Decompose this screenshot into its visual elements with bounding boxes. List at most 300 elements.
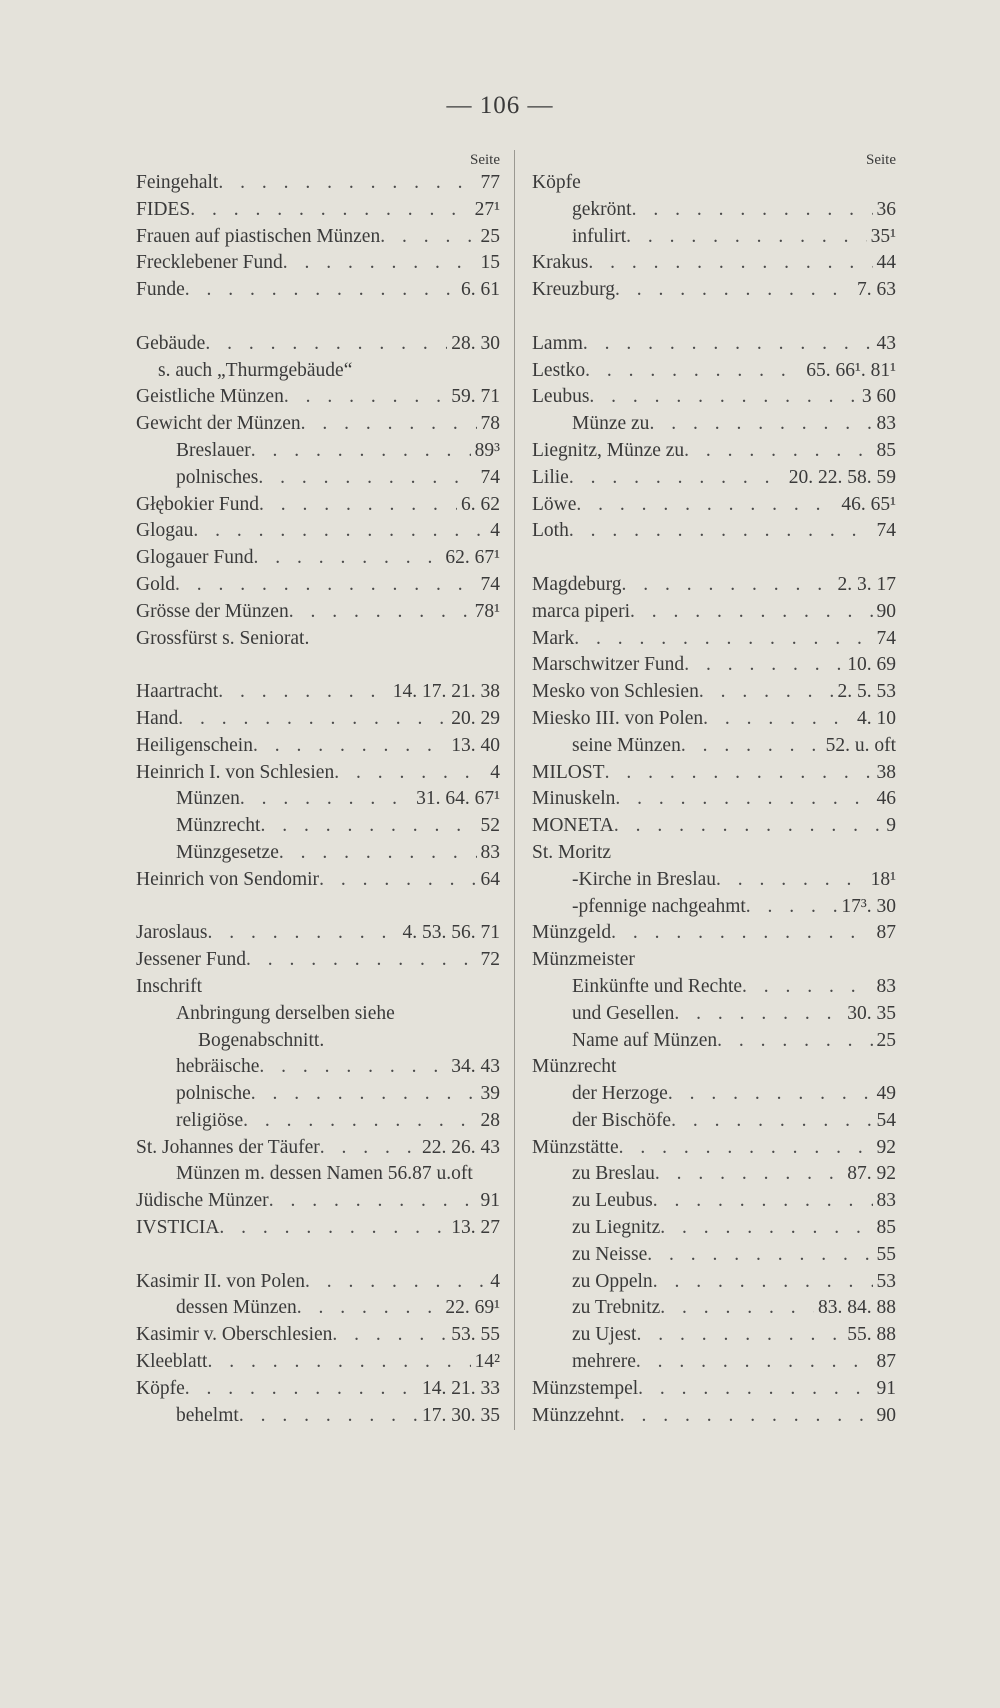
- index-entry: [136, 545, 500, 572]
- entry-page-ref: 6. 61: [461, 279, 500, 301]
- index-entry: [532, 1322, 896, 1349]
- dot-leader: [178, 706, 447, 733]
- index-entry: [532, 224, 896, 251]
- index-entry: [532, 518, 896, 545]
- entry-label: mehrere: [572, 1351, 636, 1373]
- entry-page-ref: 83: [876, 975, 896, 997]
- index-entry: [136, 1054, 500, 1081]
- index-entry: [136, 1081, 500, 1108]
- index-entry: [136, 1349, 500, 1376]
- index-entry: [532, 786, 896, 813]
- entry-label: -Kirche in Breslau: [572, 868, 717, 890]
- entry-label: marca piperi: [532, 600, 630, 622]
- index-entry: [136, 518, 500, 545]
- entry-label: St. Moritz: [532, 841, 612, 863]
- index-entry: [136, 224, 500, 251]
- entry-label: Münzen m. dessen Namen 56.87 u.oft: [176, 1163, 473, 1185]
- index-column-left: [136, 150, 500, 1429]
- dot-leader: [380, 224, 476, 251]
- entry-page-ref: 55: [876, 1243, 896, 1265]
- entry-page-ref: 17³. 30: [841, 895, 896, 917]
- index-entry: [532, 1215, 896, 1242]
- index-spacer: [136, 304, 500, 331]
- index-entry: [532, 760, 896, 787]
- entry-page-ref: 74: [876, 627, 896, 649]
- entry-page-ref: 91: [876, 1377, 896, 1399]
- index-entry: [532, 331, 896, 358]
- entry-page-ref: 39: [480, 1083, 500, 1105]
- entry-label: gekrönt: [572, 198, 632, 220]
- column-header-seite: Seite: [866, 152, 896, 168]
- entry-page-ref: 20. 29: [451, 707, 500, 729]
- index-spacer: [532, 545, 896, 572]
- entry-page-ref: 9: [886, 815, 896, 837]
- dot-leader: [260, 813, 476, 840]
- entry-page-ref: 91: [480, 1190, 500, 1212]
- index-entry: [136, 1108, 500, 1135]
- entry-label: Mark: [532, 627, 575, 649]
- dot-leader: [185, 277, 457, 304]
- entry-label: Loth: [532, 520, 569, 542]
- index-entry: [532, 1295, 896, 1322]
- dot-leader: [240, 786, 412, 813]
- entry-page-ref: 74: [480, 466, 500, 488]
- index-entry: [532, 197, 896, 224]
- index-entry: [532, 1349, 896, 1376]
- entry-label: Kreuzburg: [532, 279, 616, 301]
- entry-page-ref: 14²: [474, 1351, 500, 1373]
- index-entry: [532, 706, 896, 733]
- index-entry: [532, 813, 896, 840]
- entry-label: Marschwitzer Fund: [532, 654, 685, 676]
- entry-label: Hand: [136, 707, 179, 729]
- entry-page-ref: 64: [480, 868, 500, 890]
- index-column-right: [532, 150, 896, 1429]
- dot-leader: [301, 411, 477, 438]
- entry-page-ref: 53. 55: [451, 1324, 500, 1346]
- index-entry: [136, 599, 500, 626]
- dot-leader: [684, 652, 843, 679]
- dot-leader: [636, 1322, 843, 1349]
- index-entry: [532, 1001, 896, 1028]
- entry-page-ref: 44: [876, 252, 896, 274]
- dot-leader: [684, 438, 872, 465]
- entry-label: religiöse: [176, 1109, 244, 1131]
- dot-leader: [218, 679, 388, 706]
- entry-label: und Gesellen: [572, 1002, 675, 1024]
- index-entry: [532, 1054, 896, 1081]
- dot-leader: [190, 197, 470, 224]
- entry-label: Heinrich I. von Schlesien: [136, 761, 335, 783]
- index-entry: [136, 1295, 500, 1322]
- index-entry: [136, 786, 500, 813]
- entry-label: zu Breslau: [572, 1163, 655, 1185]
- dot-leader: [289, 599, 471, 626]
- dot-leader: [243, 1108, 476, 1135]
- index-entry: [532, 465, 896, 492]
- dot-leader: [703, 706, 853, 733]
- page-number: — 106 —: [446, 92, 554, 119]
- dot-leader: [630, 599, 873, 626]
- index-entry: [136, 840, 500, 867]
- index-entry: [532, 599, 896, 626]
- index-entry: [136, 813, 500, 840]
- entry-label: Anbringung derselben siehe: [176, 1002, 395, 1024]
- entry-page-ref: 59. 71: [451, 386, 500, 408]
- dot-leader: [319, 867, 476, 894]
- dot-leader: [239, 1403, 418, 1430]
- index-entry: [136, 1135, 500, 1162]
- dot-leader: [615, 277, 853, 304]
- dot-leader: [219, 1215, 447, 1242]
- entry-page-ref: 49: [876, 1083, 896, 1105]
- entry-page-ref: 78: [480, 413, 500, 435]
- entry-label: Głębokier Fund: [136, 493, 259, 515]
- dot-leader: [569, 518, 873, 545]
- index-entry: [136, 197, 500, 224]
- entry-label: zu Trebnitz: [572, 1297, 661, 1319]
- entry-label: Einkünfte und Rechte: [572, 975, 743, 997]
- index-entry: [532, 920, 896, 947]
- dot-leader: [569, 465, 785, 492]
- entry-label: zu Neisse: [572, 1243, 648, 1265]
- entry-label: Köpfe: [136, 1377, 185, 1399]
- entry-page-ref: 89³: [474, 439, 500, 461]
- entry-page-ref: 20. 22. 58. 59: [788, 466, 896, 488]
- entry-label: Leubus: [532, 386, 590, 408]
- entry-page-ref: 30. 35: [847, 1002, 896, 1024]
- entry-label: Grossfürst s. Seniorat.: [136, 627, 310, 649]
- index-entry: [136, 411, 500, 438]
- entry-page-ref: 54: [876, 1109, 896, 1131]
- entry-label: Haartracht: [136, 681, 219, 703]
- index-entry: [532, 652, 896, 679]
- entry-page-ref: 83: [480, 841, 500, 863]
- dot-leader: [297, 1295, 442, 1322]
- dot-leader: [638, 1376, 872, 1403]
- entry-page-ref: 13. 27: [451, 1217, 500, 1239]
- dot-leader: [283, 250, 477, 277]
- column-header-seite: Seite: [470, 152, 500, 168]
- entry-label: Grösse der Münzen: [136, 600, 289, 622]
- entry-label: Minuskeln: [532, 788, 616, 810]
- entry-label: Lamm: [532, 332, 583, 354]
- entry-page-ref: 87. 92: [847, 1163, 896, 1185]
- dot-leader: [185, 1376, 418, 1403]
- dot-leader: [269, 1188, 477, 1215]
- entry-label: Inschrift: [136, 975, 203, 997]
- index-entry: [532, 170, 896, 197]
- index-entry: [532, 1376, 896, 1403]
- dot-leader: [589, 384, 857, 411]
- entry-label: Münzrecht: [532, 1056, 617, 1078]
- index-entry: [532, 1135, 896, 1162]
- index-entry: [532, 894, 896, 921]
- entry-label: St. Johannes der Täufer: [136, 1136, 320, 1158]
- entry-label: Gewicht der Münzen: [136, 413, 301, 435]
- dot-leader: [668, 1081, 873, 1108]
- index-entry: [136, 331, 500, 358]
- entry-label: Löwe: [532, 493, 577, 515]
- dot-leader: [660, 1215, 872, 1242]
- entry-page-ref: 7. 63: [857, 279, 896, 301]
- dot-leader: [681, 733, 822, 760]
- index-entry: [532, 1108, 896, 1135]
- entry-page-ref: 38: [876, 761, 896, 783]
- index-entry: [136, 572, 500, 599]
- entry-page-ref: 6. 62: [461, 493, 500, 515]
- dot-leader: [305, 1269, 486, 1296]
- entry-page-ref: 55. 88: [847, 1324, 896, 1346]
- entry-label: zu Ujest: [572, 1324, 637, 1346]
- dot-leader: [674, 1001, 843, 1028]
- entry-page-ref: 10. 69: [847, 654, 896, 676]
- entry-page-ref: 4: [490, 1270, 500, 1292]
- dot-leader: [655, 1161, 843, 1188]
- dot-leader: [699, 679, 834, 706]
- entry-label: Münzzehnt: [532, 1404, 620, 1426]
- entry-label: Krakus: [532, 252, 589, 274]
- dot-leader: [279, 840, 477, 867]
- dot-leader: [588, 250, 872, 277]
- index-entry: [136, 277, 500, 304]
- entry-label: Name auf Münzen: [572, 1029, 718, 1051]
- index-entry: [532, 438, 896, 465]
- entry-page-ref: 83: [876, 1190, 896, 1212]
- entry-label: Lestko: [532, 359, 586, 381]
- dot-leader: [614, 813, 882, 840]
- index-entry: [136, 1215, 500, 1242]
- entry-label: Gebäude: [136, 332, 206, 354]
- dot-leader: [332, 1322, 447, 1349]
- entry-page-ref: 22. 69¹: [445, 1297, 500, 1319]
- entry-page-ref: 77: [480, 172, 500, 193]
- entry-page-ref: 4. 10: [857, 707, 896, 729]
- entry-page-ref: 85: [876, 439, 896, 461]
- dot-leader: [636, 1349, 873, 1376]
- entry-page-ref: 27¹: [474, 198, 500, 220]
- entry-page-ref: 25: [480, 225, 500, 247]
- dot-leader: [605, 760, 873, 787]
- entry-page-ref: 2. 3. 17: [837, 573, 896, 595]
- dot-leader: [205, 331, 447, 358]
- dot-leader: [208, 920, 399, 947]
- index-entry: [532, 974, 896, 1001]
- entry-label: Magdeburg: [532, 573, 622, 595]
- entry-label: Mesko von Schlesien: [532, 681, 699, 703]
- entry-page-ref: 43: [876, 332, 896, 354]
- index-entry: [532, 277, 896, 304]
- entry-label: Köpfe: [532, 172, 581, 193]
- index-entry: [136, 250, 500, 277]
- entry-page-ref: 34. 43: [451, 1056, 500, 1078]
- entry-page-ref: 87: [876, 1351, 896, 1373]
- dot-leader: [649, 411, 872, 438]
- index-entry: [532, 572, 896, 599]
- dot-leader: [716, 867, 867, 894]
- index-entry: [136, 760, 500, 787]
- entry-label: Glogau: [136, 520, 194, 542]
- entry-label: Frecklebener Fund: [136, 252, 283, 274]
- entry-page-ref: 52: [480, 815, 500, 837]
- entry-page-ref: 4. 53. 56. 71: [402, 922, 500, 944]
- index-entry: [136, 465, 500, 492]
- entry-page-ref: 28. 30: [451, 332, 500, 354]
- dot-leader: [611, 920, 872, 947]
- index-entry: [136, 679, 500, 706]
- entry-page-ref: 46. 65¹: [841, 493, 896, 515]
- entry-page-ref: 83. 84. 88: [818, 1297, 896, 1319]
- entry-page-ref: 74: [876, 520, 896, 542]
- entry-label: Münzstempel: [532, 1377, 639, 1399]
- index-entry: [136, 1322, 500, 1349]
- entry-label: zu Liegnitz: [572, 1217, 661, 1239]
- entry-label: Frauen auf piastischen Münzen: [136, 225, 381, 247]
- dot-leader: [251, 1081, 477, 1108]
- entry-page-ref: 85: [876, 1217, 896, 1239]
- index-entry: [532, 1081, 896, 1108]
- index-entry: [136, 1028, 500, 1055]
- index-entry: [136, 438, 500, 465]
- index-entry: [532, 492, 896, 519]
- index-entry: [136, 1376, 500, 1403]
- dot-leader: [653, 1269, 873, 1296]
- index-entry: [136, 974, 500, 1001]
- dot-leader: [175, 572, 477, 599]
- entry-label: Miesko III. von Polen: [532, 707, 704, 729]
- entry-page-ref: 17. 30. 35: [422, 1404, 500, 1426]
- entry-label: Kasimir II. von Polen: [136, 1270, 305, 1292]
- index-entry: [136, 626, 500, 653]
- entry-label: Breslauer: [176, 439, 251, 461]
- index-entry: [136, 947, 500, 974]
- index-entry: [532, 679, 896, 706]
- entry-page-ref: 13. 40: [451, 734, 500, 756]
- dot-leader: [218, 170, 476, 197]
- dot-leader: [671, 1108, 872, 1135]
- dot-leader: [320, 1135, 418, 1162]
- entry-page-ref: 31. 64. 67¹: [416, 788, 500, 810]
- entry-label: Lilie: [532, 466, 569, 488]
- entry-label: polnische: [176, 1083, 251, 1105]
- entry-page-ref: 52. u. oft: [825, 734, 896, 756]
- entry-page-ref: 15: [480, 252, 500, 274]
- dot-leader: [284, 384, 447, 411]
- index-spacer: [136, 652, 500, 679]
- entry-page-ref: 14. 17. 21. 38: [392, 681, 500, 703]
- entry-label: seine Münzen: [572, 734, 681, 756]
- entry-page-ref: 3 60: [861, 386, 896, 408]
- dot-leader: [660, 1295, 814, 1322]
- entry-label: Jüdische Münzer: [136, 1190, 269, 1212]
- index-entries-left: [136, 170, 500, 1429]
- index-entry: [136, 358, 500, 385]
- entry-label: polnisches: [176, 466, 259, 488]
- dot-leader: [576, 492, 837, 519]
- index-entry: [532, 840, 896, 867]
- dot-leader: [251, 438, 471, 465]
- entry-label: Geistliche Münzen: [136, 386, 284, 408]
- index-entry: [532, 867, 896, 894]
- index-entry: [136, 1001, 500, 1028]
- entry-label: Münzgesetze: [176, 841, 279, 863]
- index-entry: [136, 492, 500, 519]
- entry-label: Glogauer Fund: [136, 547, 254, 569]
- entry-page-ref: 72: [480, 949, 500, 971]
- dot-leader: [259, 1054, 447, 1081]
- index-entry: [136, 706, 500, 733]
- index-entry: [532, 1028, 896, 1055]
- dot-leader: [259, 492, 457, 519]
- entry-label: Kasimir v. Oberschlesien: [136, 1324, 333, 1346]
- entry-page-ref: 92: [876, 1136, 896, 1158]
- entry-page-ref: 22. 26. 43: [422, 1136, 500, 1158]
- index-entry: [136, 1269, 500, 1296]
- index-entry: [532, 1161, 896, 1188]
- dot-leader: [207, 1349, 470, 1376]
- index-entry: [532, 1403, 896, 1430]
- dot-leader: [620, 1403, 873, 1430]
- index-entry: [136, 170, 500, 197]
- entry-page-ref: 46: [876, 788, 896, 810]
- entry-label: Münzrecht: [176, 815, 261, 837]
- dot-leader: [253, 733, 447, 760]
- entry-label: infulirt: [572, 225, 627, 247]
- entry-label: Münzstätte: [532, 1136, 619, 1158]
- entry-page-ref: 14. 21. 33: [422, 1377, 500, 1399]
- entry-label: Münzgeld: [532, 922, 612, 944]
- dot-leader: [717, 1028, 872, 1055]
- entry-label: zu Oppeln: [572, 1270, 653, 1292]
- entry-label: Feingehalt: [136, 172, 219, 193]
- entry-label: Jessener Fund: [136, 949, 246, 971]
- entry-label: Heinrich von Sendomir: [136, 868, 320, 890]
- entry-page-ref: 53: [876, 1270, 896, 1292]
- entry-page-ref: 36: [876, 198, 896, 220]
- entry-label: Kleeblatt: [136, 1351, 208, 1373]
- dot-leader: [246, 947, 477, 974]
- dot-leader: [254, 545, 442, 572]
- dot-leader: [583, 331, 873, 358]
- entry-page-ref: 78¹: [474, 600, 500, 622]
- dot-leader: [622, 572, 834, 599]
- index-entry: [136, 920, 500, 947]
- dot-leader: [334, 760, 486, 787]
- index-entry: [532, 384, 896, 411]
- index-entry: [136, 1161, 500, 1188]
- entry-label: Heiligenschein: [136, 734, 253, 756]
- index-spacer: [136, 894, 500, 921]
- entry-page-ref: 74: [480, 573, 500, 595]
- entry-label: dessen Münzen: [176, 1297, 297, 1319]
- dot-leader: [742, 974, 872, 1001]
- entry-label: MILOST: [532, 761, 605, 783]
- index-entry: [532, 250, 896, 277]
- entry-label: -pfennige nachgeahmt: [572, 895, 746, 917]
- column-divider: [514, 150, 515, 1430]
- entry-page-ref: 35¹: [870, 225, 896, 247]
- dot-leader: [619, 1135, 873, 1162]
- entry-label: zu Leubus: [572, 1190, 653, 1212]
- index-spacer: [136, 1242, 500, 1269]
- entry-label: der Bischöfe: [572, 1109, 672, 1131]
- entry-page-ref: 18¹: [870, 868, 896, 890]
- entry-label: Funde: [136, 279, 185, 301]
- entry-label: Münze zu: [572, 413, 650, 435]
- index-entry: [532, 626, 896, 653]
- dot-leader: [258, 465, 476, 492]
- entry-page-ref: 28: [480, 1109, 500, 1131]
